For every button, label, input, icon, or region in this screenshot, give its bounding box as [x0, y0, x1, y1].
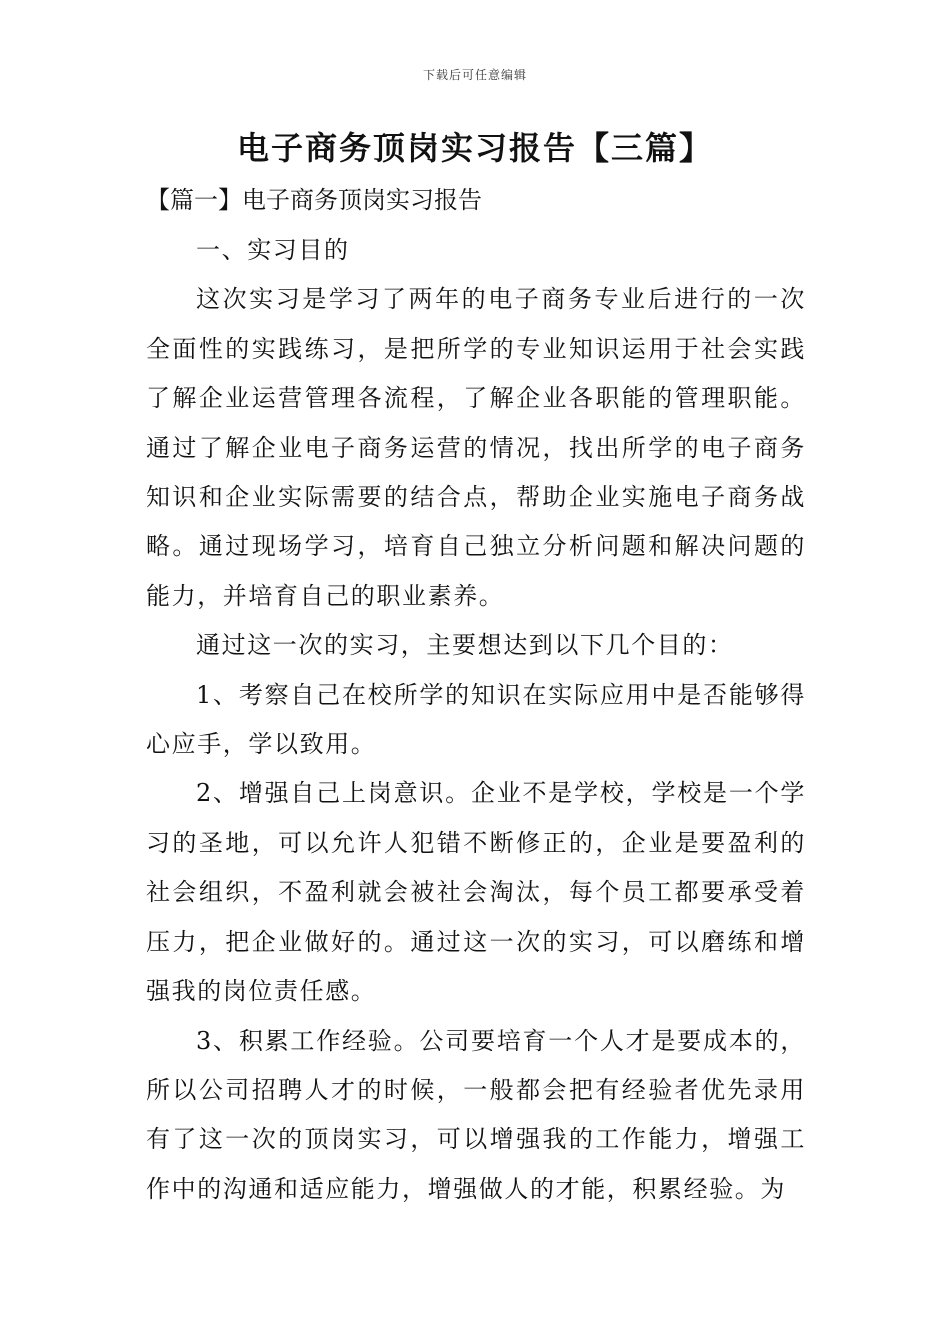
header-note: 下载后可任意编辑 [422, 68, 527, 82]
paragraph: 通过这一次的实习，主要想达到以下几个目的： [196, 631, 734, 660]
document-title: 电子商务顶岗实习报告【三篇】 [236, 129, 713, 167]
paragraph: 1、考察自己在校所学的知识在实际应用中是否能够得心应手，学以致用。 [146, 680, 806, 759]
paragraph-heading-purpose: 一、实习目的 [196, 236, 350, 264]
paragraph: 3、积累工作经验。公司要培育一个人才是要成本的，所以公司招聘人才的时候，一般都会把有经验者优先录用有了这一次的顶岗实习，可以增强我的工作能力，增强工作中的沟通和适应能力，增强做人的才能，积累经验。为 [146, 1026, 806, 1203]
paragraph: 2、增强自己上岗意识。企业不是学校，学校是一个学习的圣地，可以允许人犯错不断修正的，企业是要盈利的社会组织，不盈利就会被社会淘汰，每个员工都要承受着压力，把企业做好的。通过这一次的实习，可以磨练和增强我的岗位责任感。 [146, 779, 806, 1006]
section-heading: 【篇一】电子商务顶岗实习报告 [146, 186, 482, 214]
paragraph: 这次实习是学习了两年的电子商务专业后进行的一次全面性的实践练习，是把所学的专业知识运用于社会实践了解企业运营管理各流程，了解企业各职能的管理职能。通过了解企业电子商务运营的情况，找出所学的电子商务知识和企业实际需要的结合点，帮助企业实施电子商务战略。通过现场学习，培育自己独立分析问题和解决问题的能力，并培育自己的职业素养。 [146, 285, 806, 610]
body-text [146, 226, 806, 1214]
